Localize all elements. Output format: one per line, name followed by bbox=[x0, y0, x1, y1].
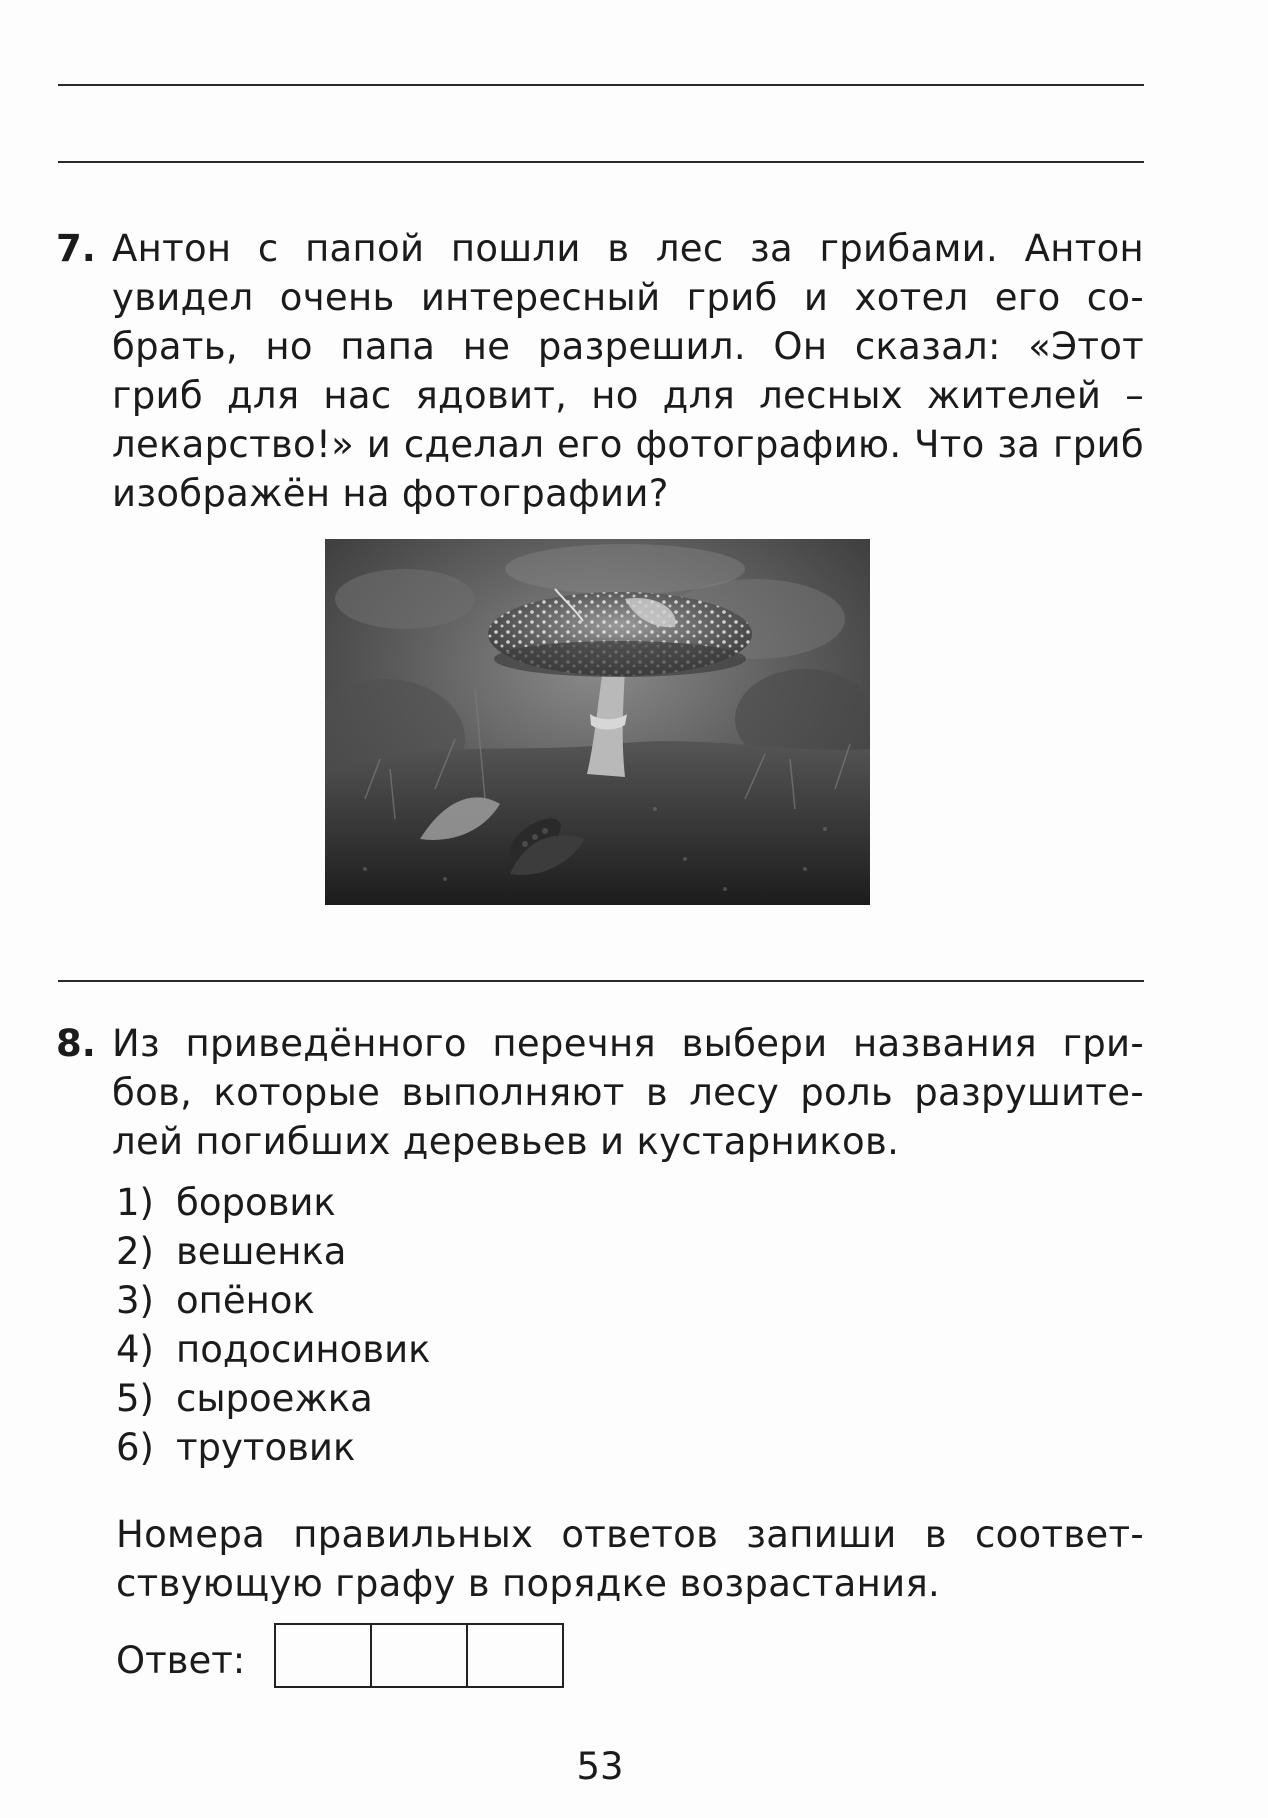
option-2-text: вешенка bbox=[176, 1230, 347, 1273]
page-number: 53 bbox=[576, 1745, 624, 1788]
q7-line-6: изображён на фотографии? bbox=[112, 472, 669, 515]
option-2 bbox=[116, 1227, 430, 1276]
q8-line-3: лей погибших деревьев и кустарников. bbox=[112, 1120, 900, 1163]
option-6 bbox=[116, 1423, 430, 1472]
question-8-number: 8. bbox=[56, 1022, 96, 1065]
option-6-number: 6) bbox=[116, 1426, 154, 1469]
option-1-text: боровик bbox=[176, 1181, 336, 1224]
answer-cell-1[interactable] bbox=[276, 1625, 372, 1686]
q8-line-2: бов, которые выполняют в лесу роль разрушите- bbox=[112, 1071, 1144, 1114]
option-3 bbox=[116, 1276, 430, 1325]
answer-cell-2[interactable] bbox=[372, 1625, 468, 1686]
answer-box bbox=[274, 1623, 564, 1688]
q7-line-1: Антон с папой пошли в лес за грибами. Антон bbox=[112, 227, 1144, 270]
answer-cell-3[interactable] bbox=[468, 1625, 562, 1686]
question-8-text bbox=[112, 1019, 1144, 1166]
answer-label: Ответ: bbox=[116, 1639, 246, 1682]
options-list bbox=[116, 1178, 430, 1472]
mushroom-photo-graphic bbox=[325, 539, 870, 905]
question-7-number: 7. bbox=[56, 227, 96, 270]
option-4-number: 4) bbox=[116, 1328, 154, 1371]
instruction-line-2: ствующую графу в порядке возрастания. bbox=[116, 1562, 941, 1605]
option-2-number: 2) bbox=[116, 1230, 154, 1273]
q7-line-4: гриб для нас ядовит, но для лесных жителей – bbox=[112, 374, 1144, 417]
instruction-line-1: Номера правильных ответов запиши в соответ- bbox=[116, 1513, 1144, 1556]
option-4-text: подосиновик bbox=[176, 1328, 431, 1371]
option-1 bbox=[116, 1178, 430, 1227]
option-4 bbox=[116, 1325, 430, 1374]
option-5-text: сыроежка bbox=[176, 1377, 373, 1420]
answer-line-3 bbox=[58, 980, 1144, 982]
q8-line-1: Из приведённого перечня выбери названия гри- bbox=[112, 1022, 1144, 1065]
answer-line-2 bbox=[58, 161, 1144, 163]
option-5-number: 5) bbox=[116, 1377, 154, 1420]
option-6-text: трутовик bbox=[176, 1426, 356, 1469]
option-1-number: 1) bbox=[116, 1181, 154, 1224]
q7-line-3: брать, но папа не разрешил. Он сказал: «Этот bbox=[112, 325, 1144, 368]
answer-instruction bbox=[116, 1510, 1144, 1608]
option-3-text: опёнок bbox=[176, 1279, 315, 1322]
answer-line-1 bbox=[58, 84, 1144, 86]
option-3-number: 3) bbox=[116, 1279, 154, 1322]
q7-line-5: лекарство!» и сделал его фотографию. Что за гриб bbox=[112, 423, 1144, 466]
question-7-text bbox=[112, 224, 1144, 518]
option-5 bbox=[116, 1374, 430, 1423]
mushroom-photo bbox=[325, 539, 870, 905]
q7-line-2: увидел очень интересный гриб и хотел его со- bbox=[112, 276, 1144, 319]
